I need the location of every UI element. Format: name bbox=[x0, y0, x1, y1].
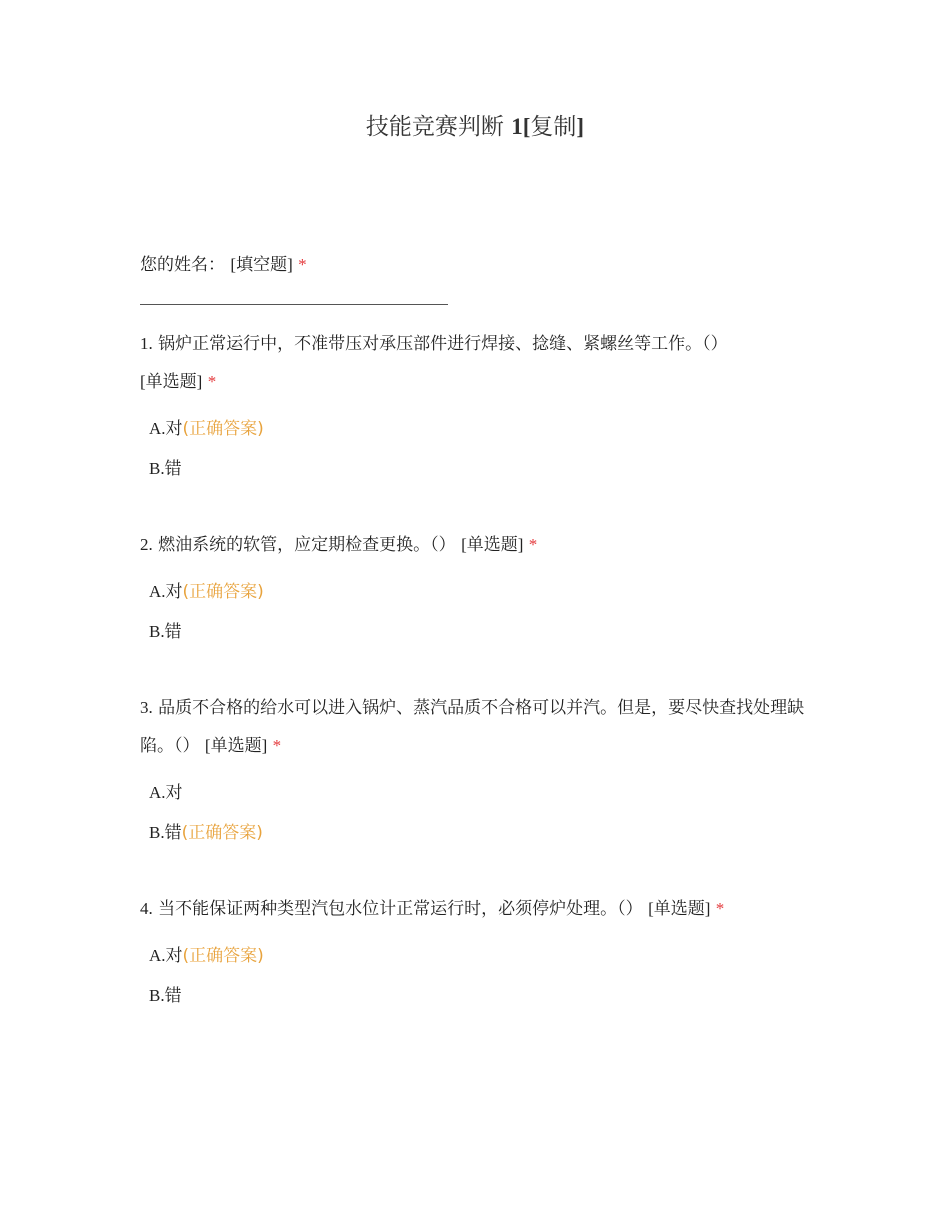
question-3 bbox=[140, 689, 820, 853]
required-mark: * bbox=[207, 372, 217, 391]
option-b[interactable] bbox=[140, 612, 820, 652]
required-mark: * bbox=[715, 899, 725, 918]
survey-content bbox=[140, 250, 820, 1016]
name-question bbox=[140, 250, 820, 280]
option-a[interactable] bbox=[140, 773, 820, 813]
question-stem bbox=[140, 325, 820, 401]
option-letter: B. bbox=[149, 986, 165, 1005]
question-number: 3. bbox=[140, 698, 153, 717]
question-text: 燃油系统的软管，应定期检查更换。（） bbox=[158, 535, 456, 555]
option-text: 对 bbox=[165, 419, 183, 439]
option-text: 错 bbox=[164, 986, 182, 1006]
question-type-tag: [单选题] bbox=[140, 372, 203, 391]
question-number: 2. bbox=[140, 535, 153, 554]
option-text: 对 bbox=[165, 946, 183, 966]
question-1 bbox=[140, 325, 820, 489]
question-type-tag: [填空题] bbox=[230, 255, 293, 274]
question-type-tag: [单选题] bbox=[461, 535, 524, 554]
question-stem bbox=[140, 890, 820, 928]
question-stem bbox=[140, 526, 820, 564]
required-mark: * bbox=[528, 535, 538, 554]
title-number: 1[ bbox=[511, 114, 531, 139]
correct-answer-note: (正确答案) bbox=[182, 419, 264, 439]
correct-answer-note: (正确答案) bbox=[181, 823, 263, 843]
question-4 bbox=[140, 890, 820, 1016]
question-number: 4. bbox=[140, 899, 153, 918]
option-letter: A. bbox=[149, 783, 166, 802]
option-letter: A. bbox=[149, 946, 166, 965]
option-text: 对 bbox=[165, 582, 183, 602]
name-label: 您的姓名： bbox=[140, 255, 225, 275]
option-letter: B. bbox=[149, 823, 165, 842]
option-letter: A. bbox=[149, 582, 166, 601]
option-text: 错 bbox=[164, 823, 182, 843]
option-letter: B. bbox=[149, 622, 165, 641]
question-text: 锅炉正常运行中，不准带压对承压部件进行焊接、捻缝、紧螺丝等工作。（） bbox=[158, 334, 728, 354]
question-2 bbox=[140, 526, 820, 652]
question-text: 当不能保证两种类型汽包水位计正常运行时，必须停炉处理。（） bbox=[158, 899, 643, 919]
option-letter: A. bbox=[149, 419, 166, 438]
option-a[interactable] bbox=[140, 936, 820, 976]
option-text: 对 bbox=[165, 783, 183, 803]
option-text: 错 bbox=[164, 622, 182, 642]
option-letter: B. bbox=[149, 459, 165, 478]
option-b[interactable] bbox=[140, 449, 820, 489]
question-text: 品质不合格的给水可以进入锅炉、蒸汽品质不合格可以并汽。但是，要尽快查找处理缺陷。（） bbox=[140, 698, 805, 756]
required-mark: * bbox=[272, 736, 282, 755]
option-b[interactable] bbox=[140, 813, 820, 853]
title-close-bracket: ] bbox=[576, 114, 585, 139]
page-title bbox=[0, 112, 950, 142]
option-b[interactable] bbox=[140, 976, 820, 1016]
question-stem bbox=[140, 689, 820, 765]
option-a[interactable] bbox=[140, 572, 820, 612]
required-mark: * bbox=[298, 255, 307, 274]
title-copy-label: 复制 bbox=[530, 114, 577, 140]
option-a[interactable] bbox=[140, 409, 820, 449]
question-type-tag: [单选题] bbox=[204, 736, 268, 755]
correct-answer-note: (正确答案) bbox=[182, 946, 264, 966]
title-text: 技能竞赛判断 bbox=[365, 114, 504, 140]
question-number: 1. bbox=[140, 334, 153, 353]
name-input-line[interactable] bbox=[140, 304, 448, 305]
question-type-tag: [单选题] bbox=[648, 899, 711, 918]
option-text: 错 bbox=[164, 459, 182, 479]
correct-answer-note: (正确答案) bbox=[182, 582, 264, 602]
